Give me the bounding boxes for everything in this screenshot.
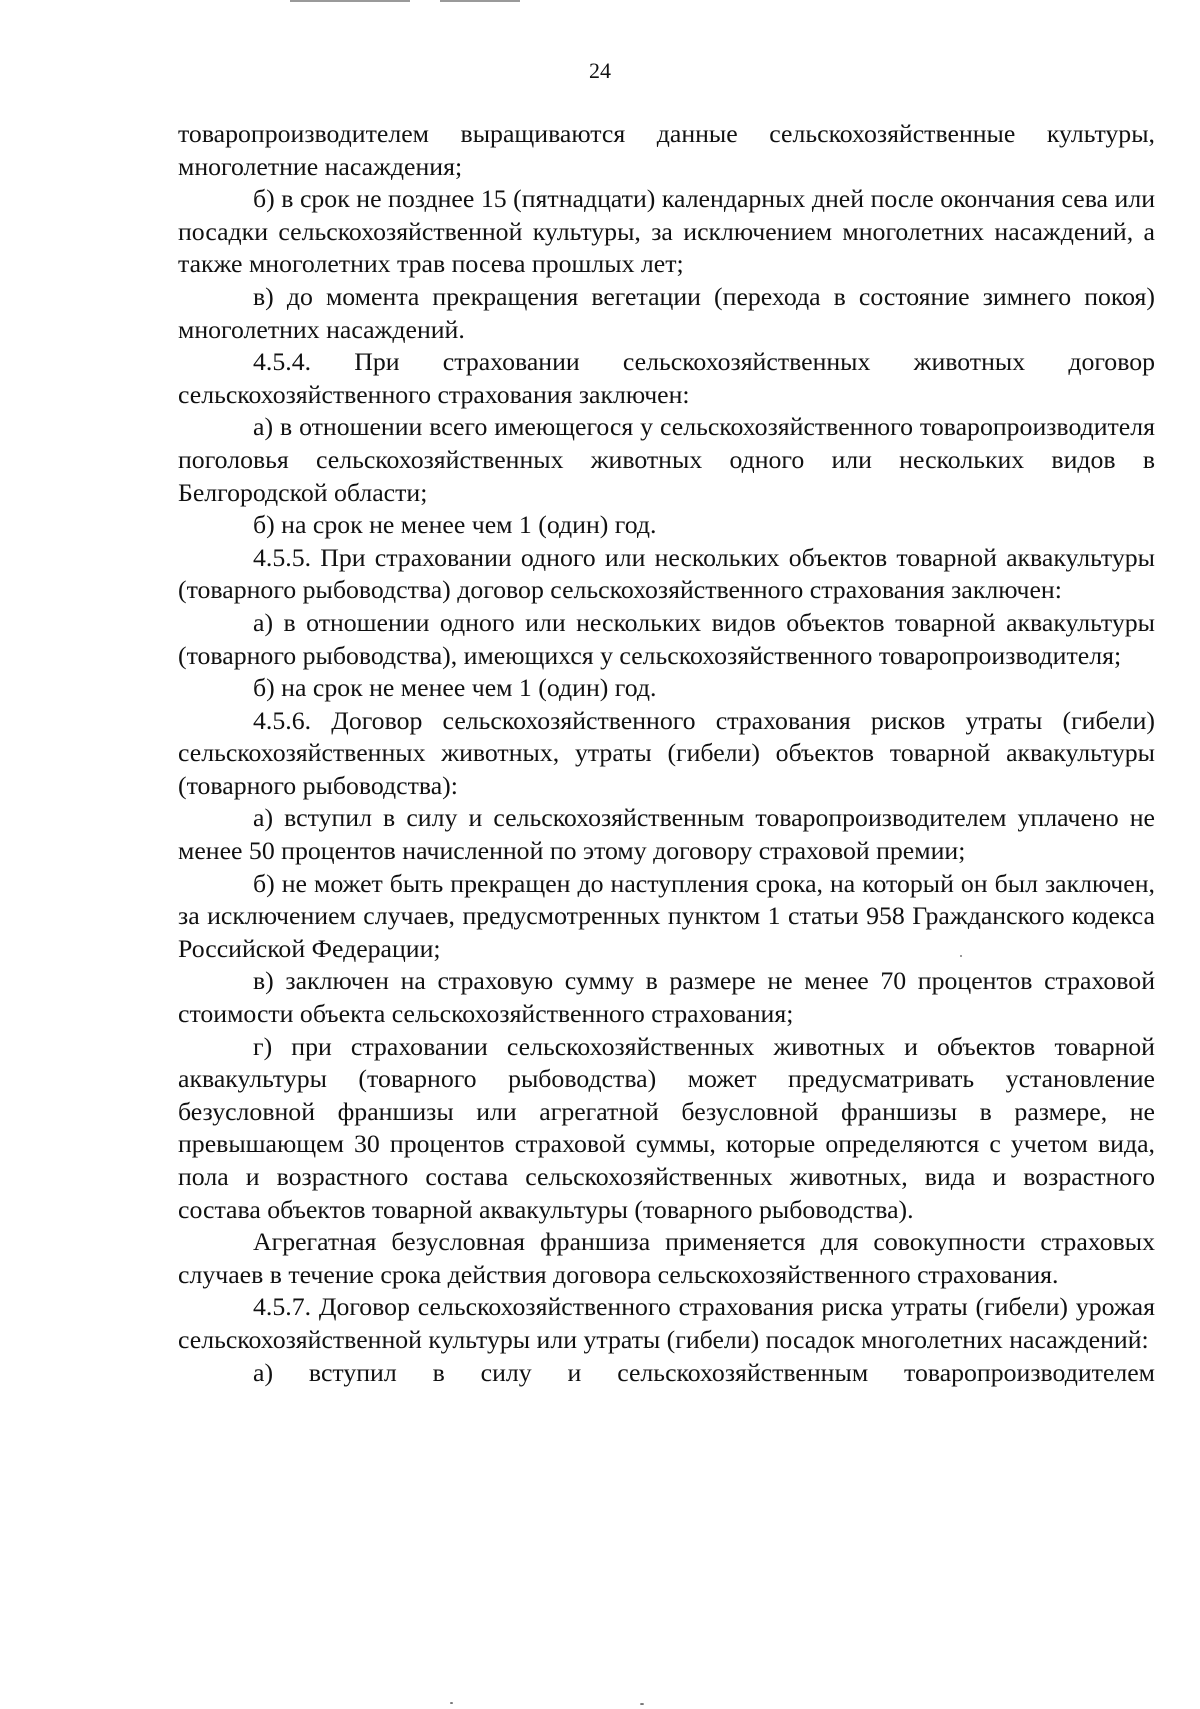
paragraph: 4.5.6. Договор сельскохозяйственного страхования рисков утраты (гибели) сельскохозяйственных животных, утраты (гибели) объектов товарной аквакультуры (товарного рыбоводства): xyxy=(178,705,1155,800)
paragraph: б) на срок не менее чем 1 (один) год. xyxy=(253,673,657,703)
paragraph: Агрегатная безусловная франшиза применяется для совокупности страховых случаев в течение срока действия договора сельскохозяйственного страхования. xyxy=(178,1227,1155,1289)
scan-speck xyxy=(640,1703,644,1705)
scan-speck xyxy=(450,1702,453,1704)
page-number: 24 xyxy=(589,58,611,83)
paragraph: 4.5.7. Договор сельскохозяйственного страхования риска утраты (гибели) урожая сельскохозяйственной культуры или утраты (гибели) посадок многолетних насаждений: xyxy=(178,1292,1155,1354)
paragraph: в) до момента прекращения вегетации (перехода в состояние зимнего покоя) многолетних насаждений. xyxy=(178,281,1155,344)
paragraph: б) не может быть прекращен до наступления срока, на который он был заключен, за исключением случаев, предусмотренных пунктом 1 статьи 958 Гражданского кодекса Российской Федерации; xyxy=(178,868,1155,963)
paragraph: товаропроизводителем выращиваются данные сельскохозяйственные культуры, многолетние насаждения; xyxy=(178,119,1155,181)
document-body xyxy=(178,118,1155,1389)
paragraph: а) вступил в силу и сельскохозяйственным товаропроизводителем уплачено не менее 50 процентов начисленной по этому договору страховой премии; xyxy=(178,803,1155,866)
paragraph: г) при страховании сельскохозяйственных животных и объектов товарной аквакультуры (товарного рыбоводства) может предусматривать установление безусловной франшизы или агрегатной безусловной франшизы в размере, не превышающем 30 процентов страховой суммы, которые определяются с учетом вида, пола и возрастного состава сельскохозяйственных животных, вида и возрастного состава объектов товарной аквакультуры (товарного рыбоводства). xyxy=(178,1031,1155,1224)
paragraph: а) в отношении всего имеющегося у сельскохозяйственного товаропроизводителя поголовья сельскохозяйственных животных одного или нескольких видов в Белгородской области; xyxy=(178,412,1155,507)
paragraph: а) в отношении одного или нескольких видов объектов товарной аквакультуры (товарного рыбоводства), имеющихся у сельскохозяйственного товаропроизводителя; xyxy=(178,607,1155,670)
scan-edge-top xyxy=(440,0,520,2)
paragraph: б) на срок не менее чем 1 (один) год. xyxy=(253,510,657,540)
scan-speck xyxy=(960,955,962,957)
paragraph: в) заключен на страховую сумму в размере не менее 70 процентов страховой стоимости объекта сельскохозяйственного страхования; xyxy=(178,966,1155,1029)
paragraph: 4.5.4. При страховании сельскохозяйственных животных договор сельскохозяйственного страхования заключен: xyxy=(178,347,1155,409)
paragraph: 4.5.5. При страховании одного или нескольких объектов товарной аквакультуры (товарного рыбоводства) договор сельскохозяйственного страхования заключен: xyxy=(178,542,1155,605)
scan-edge-top xyxy=(290,0,410,2)
paragraph: а) вступил в силу и сельскохозяйственным товаропроизводителем xyxy=(253,1357,1155,1387)
paragraph: б) в срок не позднее 15 (пятнадцати) календарных дней после окончания сева или посадки сельскохозяйственной культуры, за исключением многолетних насаждений, а также многолетних трав посева прошлых лет; xyxy=(178,184,1155,279)
